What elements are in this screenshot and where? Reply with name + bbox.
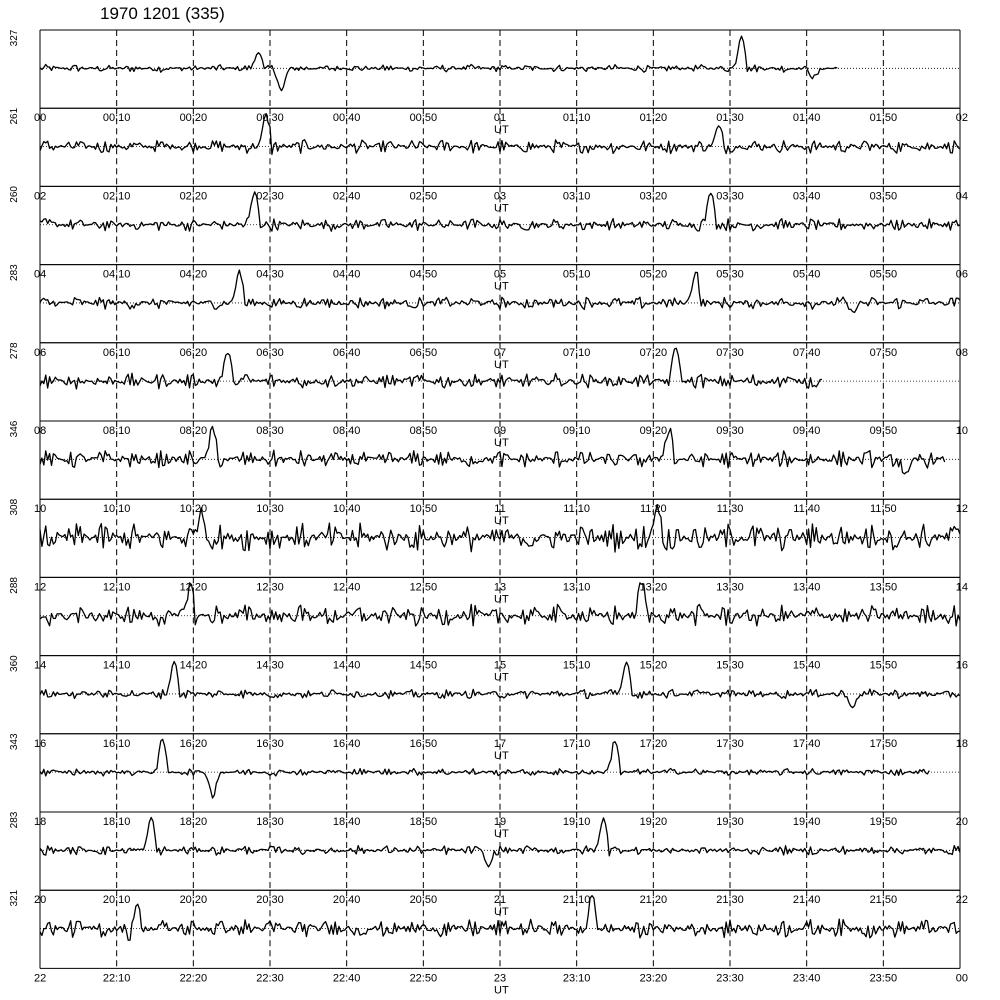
tick-label: 17 xyxy=(493,737,507,750)
tick-label: 13 xyxy=(493,581,507,594)
tick-label: 06:30 xyxy=(256,346,284,359)
tick-label: 03:20 xyxy=(639,190,668,203)
tick-label: 09:30 xyxy=(716,425,744,437)
tick-label: 04:10 xyxy=(102,268,131,281)
tick-label: 00:30 xyxy=(256,112,284,125)
tick-label: 14 xyxy=(955,581,968,594)
tick-label: 18:20 xyxy=(179,816,208,828)
tick-label: 16:40 xyxy=(332,737,361,750)
tick-label: 23 xyxy=(493,972,507,985)
tick-label: 15:30 xyxy=(716,659,744,672)
tick-label: 08:40 xyxy=(332,425,361,437)
tick-label: 07:40 xyxy=(792,346,821,359)
tick-label: 05:10 xyxy=(562,268,591,281)
axis-label-ut: UT xyxy=(494,828,509,840)
tick-label: 02:30 xyxy=(256,190,284,203)
tick-label: 22:50 xyxy=(409,972,438,985)
tick-label: 05:40 xyxy=(792,268,821,281)
tick-label: 06:20 xyxy=(179,346,208,359)
tick-label: 01:10 xyxy=(562,112,591,125)
tick-label: 21:50 xyxy=(869,894,898,907)
tick-label: 00 xyxy=(34,112,47,125)
tick-label: 02:20 xyxy=(179,190,208,203)
tick-label: 10 xyxy=(955,425,968,437)
tick-label: 06:10 xyxy=(102,346,131,359)
tick-label: 00:10 xyxy=(102,112,131,125)
tick-label: 08:20 xyxy=(179,425,208,437)
panel-scale-label: 327 xyxy=(9,29,20,47)
panel-scale-label: 308 xyxy=(9,498,20,516)
tick-label: 05:30 xyxy=(716,268,744,281)
tick-label: 19:40 xyxy=(792,816,821,828)
tick-label: 17:50 xyxy=(869,737,898,750)
tick-label: 19:10 xyxy=(562,816,591,828)
tick-label: 22:40 xyxy=(332,972,361,985)
tick-label: 17:20 xyxy=(639,737,668,750)
tick-label: 11:10 xyxy=(563,503,591,516)
tick-label: 18 xyxy=(955,737,968,750)
tick-label: 01:50 xyxy=(869,112,898,125)
tick-label: 15:10 xyxy=(562,659,591,672)
tick-label: 01 xyxy=(493,112,507,125)
tick-label: 12:40 xyxy=(332,581,361,594)
tick-label: 11:40 xyxy=(793,503,821,516)
tick-label: 17:30 xyxy=(716,737,744,750)
tick-label: 10:10 xyxy=(102,503,131,516)
tick-label: 19 xyxy=(493,816,507,828)
axis-label-ut: UT xyxy=(494,984,509,997)
panel-scale-label: 260 xyxy=(9,186,20,203)
tick-label: 09:20 xyxy=(639,425,668,437)
panel-scale-label: 261 xyxy=(9,107,20,125)
tick-label: 16:30 xyxy=(256,737,284,750)
tick-label: 07 xyxy=(493,346,507,359)
tick-label: 10:40 xyxy=(332,503,361,516)
panel-scale-label: 288 xyxy=(9,577,20,594)
tick-label: 22:30 xyxy=(256,972,284,985)
axis-label-ut: UT xyxy=(494,515,509,528)
tick-label: 22:10 xyxy=(102,972,131,985)
tick-label: 13:40 xyxy=(792,581,821,594)
tick-label: 14:20 xyxy=(179,659,208,672)
tick-label: 11:20 xyxy=(639,503,667,516)
tick-label: 05 xyxy=(493,268,507,281)
tick-label: 18:30 xyxy=(256,816,284,828)
tick-label: 04 xyxy=(955,190,968,203)
tick-label: 13:50 xyxy=(869,581,898,594)
tick-label: 13:10 xyxy=(562,581,591,594)
tick-label: 20 xyxy=(34,894,47,907)
tick-label: 01:20 xyxy=(639,112,668,125)
tick-label: 15:50 xyxy=(869,659,898,672)
axis-label-ut: UT xyxy=(494,906,509,919)
tick-label: 19:50 xyxy=(869,816,898,828)
tick-label: 02:10 xyxy=(102,190,131,203)
tick-label: 09:10 xyxy=(562,425,591,437)
tick-label: 20 xyxy=(955,816,968,828)
tick-label: 04:30 xyxy=(256,268,284,281)
tick-label: 10:30 xyxy=(256,503,284,516)
axis-label-ut: UT xyxy=(494,280,509,293)
tick-label: 21 xyxy=(493,894,507,907)
tick-label: 03:40 xyxy=(792,190,821,203)
tick-label: 10 xyxy=(34,503,47,516)
tick-label: 14 xyxy=(34,659,47,672)
axis-label-ut: UT xyxy=(494,358,509,371)
panel-scale-label: 283 xyxy=(9,264,20,281)
panel-scale-label: 360 xyxy=(9,655,20,672)
tick-label: 09:50 xyxy=(869,425,898,437)
tick-label: 18 xyxy=(34,816,47,828)
tick-label: 20:30 xyxy=(256,894,284,907)
tick-label: 04:40 xyxy=(332,268,361,281)
tick-label: 12 xyxy=(34,581,47,594)
tick-label: 22 xyxy=(955,894,968,907)
tick-label: 13:30 xyxy=(716,581,744,594)
tick-label: 12 xyxy=(955,503,968,516)
tick-label: 17:10 xyxy=(562,737,591,750)
tick-label: 06:50 xyxy=(409,346,438,359)
tick-label: 12:50 xyxy=(409,581,438,594)
tick-label: 16:10 xyxy=(102,737,131,750)
tick-label: 23:40 xyxy=(792,972,821,985)
tick-label: 00:50 xyxy=(409,112,438,125)
tick-label: 21:30 xyxy=(716,894,744,907)
panel-scale-label: 343 xyxy=(9,733,20,751)
tick-label: 08 xyxy=(955,346,968,359)
tick-label: 15:40 xyxy=(792,659,821,672)
tick-label: 07:10 xyxy=(562,346,591,359)
tick-label: 21:20 xyxy=(639,894,668,907)
tick-label: 14:10 xyxy=(102,659,131,672)
tick-label: 01:30 xyxy=(716,112,744,125)
tick-label: 14:30 xyxy=(256,659,284,672)
tick-label: 08:30 xyxy=(256,425,284,437)
tick-label: 17:40 xyxy=(792,737,821,750)
tick-label: 20:50 xyxy=(409,894,438,907)
tick-label: 04:50 xyxy=(409,268,438,281)
seismogram-trace xyxy=(40,36,837,91)
tick-label: 08:50 xyxy=(409,425,438,437)
tick-label: 16 xyxy=(34,737,47,750)
tick-label: 02 xyxy=(34,190,47,203)
tick-label: 20:40 xyxy=(332,894,361,907)
tick-label: 04 xyxy=(34,268,47,281)
tick-label: 11 xyxy=(494,503,506,516)
tick-label: 23:30 xyxy=(716,972,744,985)
tick-label: 23:10 xyxy=(562,972,591,985)
tick-label: 06 xyxy=(955,268,968,281)
tick-label: 22 xyxy=(34,972,47,985)
tick-label: 09:40 xyxy=(792,425,821,437)
tick-label: 19:30 xyxy=(716,816,744,828)
axis-label-ut: UT xyxy=(494,593,509,606)
tick-label: 19:20 xyxy=(639,816,668,828)
panel-scale-label: 321 xyxy=(9,889,20,907)
tick-label: 07:20 xyxy=(639,346,668,359)
tick-label: 22:20 xyxy=(179,972,208,985)
axis-label-ut: UT xyxy=(494,437,509,449)
tick-label: 15 xyxy=(493,659,507,672)
chart-title: 1970 1201 (335) xyxy=(100,4,225,23)
panel-scale-label: 346 xyxy=(9,420,20,438)
tick-label: 11:50 xyxy=(869,503,897,516)
tick-label: 20:10 xyxy=(102,894,131,907)
tick-label: 21:40 xyxy=(792,894,821,907)
tick-label: 06:40 xyxy=(332,346,361,359)
tick-label: 05:50 xyxy=(869,268,898,281)
panel-scale-label: 283 xyxy=(9,811,20,829)
tick-label: 23:50 xyxy=(869,972,898,985)
tick-label: 12:20 xyxy=(179,581,208,594)
tick-label: 14:50 xyxy=(409,659,438,672)
tick-label: 08 xyxy=(34,425,47,437)
tick-label: 18:40 xyxy=(332,816,361,828)
tick-label: 14:40 xyxy=(332,659,361,672)
tick-label: 11:30 xyxy=(716,503,744,516)
tick-label: 21:10 xyxy=(562,894,591,907)
tick-label: 07:50 xyxy=(869,346,898,359)
tick-label: 07:30 xyxy=(716,346,744,359)
tick-label: 02:40 xyxy=(332,190,361,203)
axis-label-ut: UT xyxy=(494,749,509,762)
tick-label: 16:20 xyxy=(179,737,208,750)
tick-label: 20:20 xyxy=(179,894,208,907)
axis-label-ut: UT xyxy=(494,671,509,684)
tick-label: 01:40 xyxy=(792,112,821,125)
tick-label: 04:20 xyxy=(179,268,208,281)
tick-label: 03:10 xyxy=(562,190,591,203)
tick-label: 10:50 xyxy=(409,503,438,516)
tick-label: 05:20 xyxy=(639,268,668,281)
tick-label: 06 xyxy=(34,346,47,359)
tick-label: 10:20 xyxy=(179,503,208,516)
tick-label: 00 xyxy=(955,972,968,985)
axis-label-ut: UT xyxy=(494,124,509,137)
tick-label: 18:50 xyxy=(409,816,438,828)
tick-label: 00:20 xyxy=(179,112,208,125)
tick-label: 16 xyxy=(955,659,968,672)
tick-label: 02 xyxy=(955,112,968,125)
tick-label: 15:20 xyxy=(639,659,668,672)
tick-label: 18:10 xyxy=(102,816,131,828)
axis-label-ut: UT xyxy=(494,202,509,215)
tick-label: 16:50 xyxy=(409,737,438,750)
panel-scale-label: 278 xyxy=(9,342,20,360)
tick-label: 08:10 xyxy=(102,425,131,437)
tick-label: 03:50 xyxy=(869,190,898,203)
tick-label: 00:40 xyxy=(332,112,361,125)
tick-label: 03 xyxy=(493,190,507,203)
tick-label: 12:10 xyxy=(102,581,131,594)
tick-label: 02:50 xyxy=(409,190,438,203)
tick-label: 12:30 xyxy=(256,581,284,594)
tick-label: 03:30 xyxy=(716,190,744,203)
tick-label: 09 xyxy=(493,425,507,437)
tick-label: 23:20 xyxy=(639,972,668,985)
tick-label: 13:20 xyxy=(639,581,668,594)
